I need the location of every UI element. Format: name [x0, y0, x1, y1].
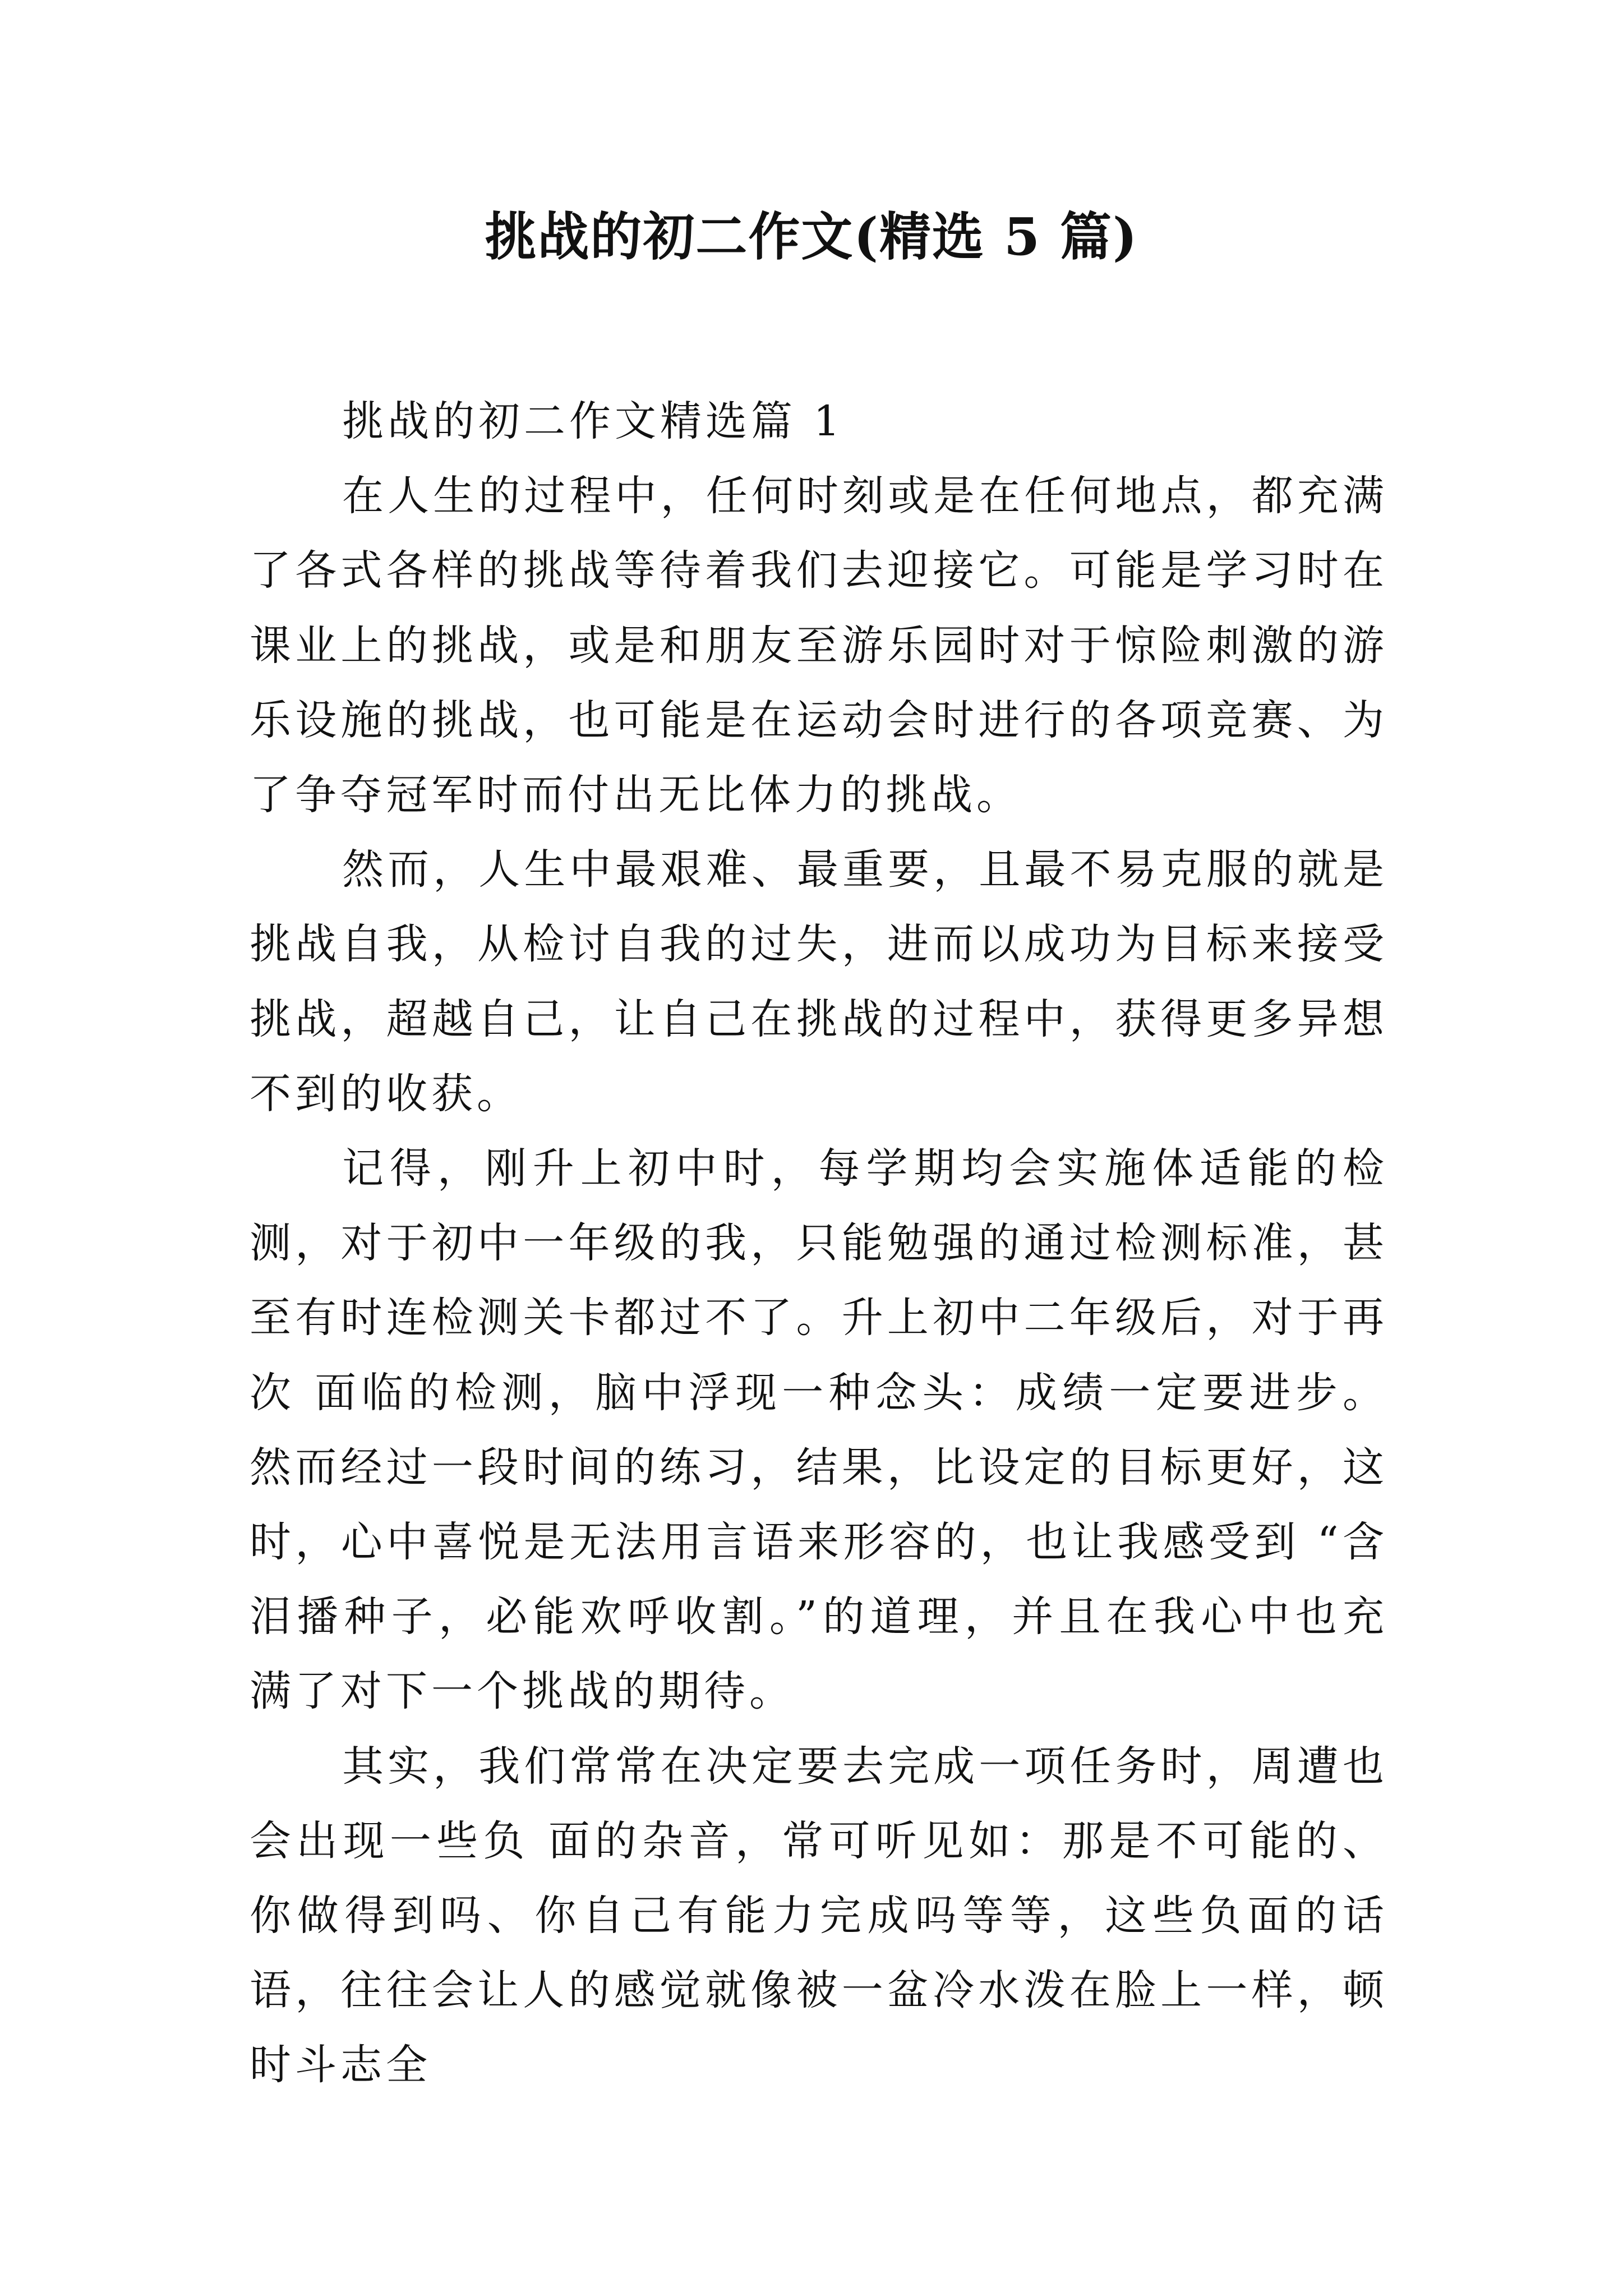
- section-heading: 挑战的初二作文精选篇 1: [342, 397, 844, 445]
- document-body: [250, 384, 1388, 2103]
- document-title: 挑战的初二作文(精选 5 篇): [485, 206, 1138, 267]
- paragraph-4: 其实，我们常常在决定要去完成一项任务时，周遭也会出现一些负 面的杂音，常可听见如：那是不可能的、你做得到吗、你自己有能力完成吗等等，这些负面的话语，往往会让人的感觉就像被一盆冷水泼在脸上一样，顿时斗志全: [250, 1742, 1388, 2090]
- paragraph-1: 在人生的过程中，任何时刻或是在任何地点，都充满了各式各样的挑战等待着我们去迎接它。可能是学习时在课业上的挑战，或是和朋友至游乐园时对于惊险刺激的游乐设施的挑战，也可能是在运动会时进行的各项竞赛、为了争夺冠军时而付出无比体力的挑战。: [250, 472, 1388, 820]
- paragraph-2: 然而，人生中最艰难、最重要，且最不易克服的就是挑战自我，从检讨自我的过失，进而以成功为目标来接受挑战，超越自己，让自己在挑战的过程中，获得更多异想不到的收获。: [250, 845, 1388, 1118]
- paragraph-3: 记得，刚升上初中时，每学期均会实施体适能的检测，对于初中一年级的我，只能勉强的通过检测标准，甚至有时连检测关卡都过不了。升上初中二年级后，对于再次 面临的检测，脑中浮现一种念头：成绩一定要进步。然而经过一段时间的练习，结果，比设定的目标更好，这时，心中喜悦是无法用言语来形容的，也让我感受到 “含泪播种子，必能欢呼收割。”的道理，并且在我心中也充满了对下一个挑战的期待。: [250, 1144, 1388, 1716]
